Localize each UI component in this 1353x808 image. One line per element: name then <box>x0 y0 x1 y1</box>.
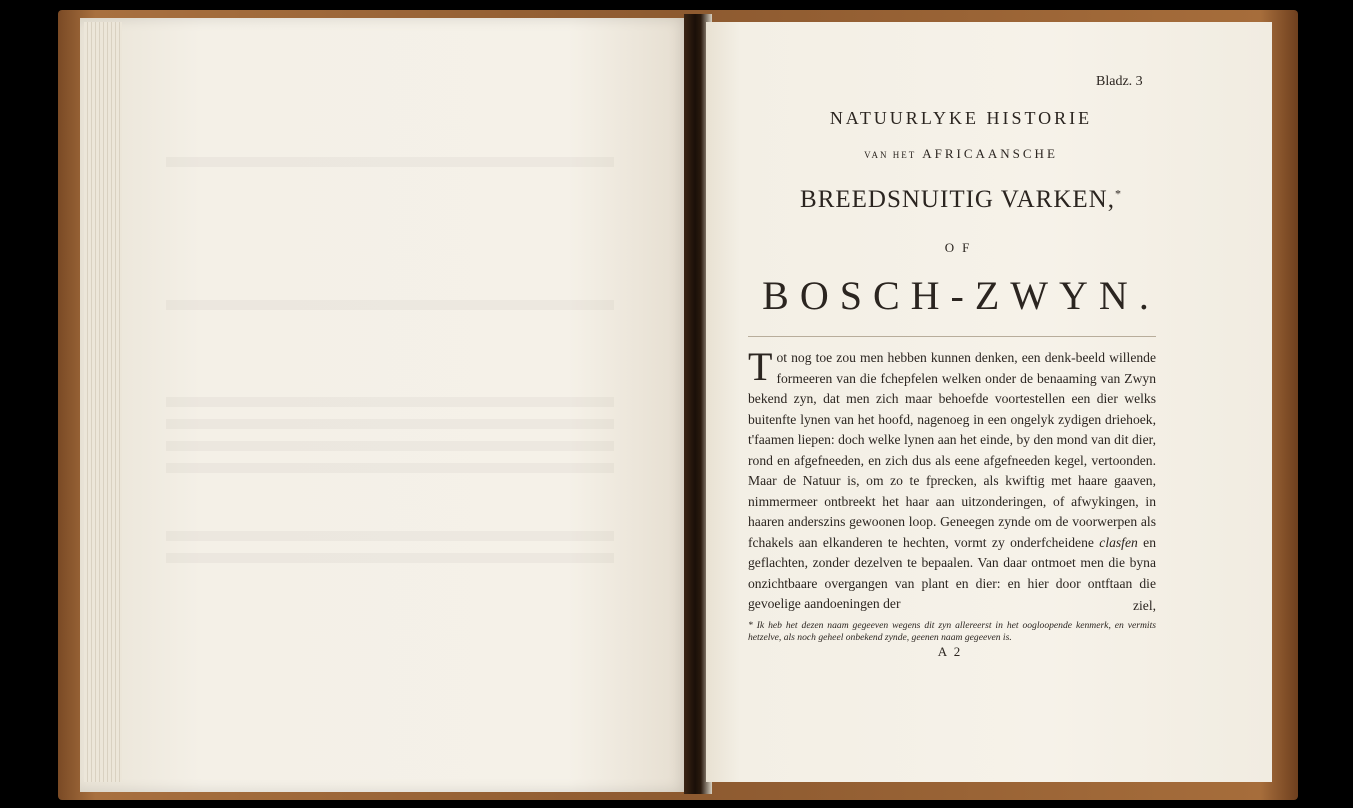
body-italic-word: clasfen <box>1099 534 1138 550</box>
catchword: ziel, <box>1132 598 1156 613</box>
title-africaansche <box>746 146 1176 162</box>
body-text-1: ot nog toe zou men hebben kunnen denken, een denk-beeld willende formeeren van die fchepfelen welken onder de benaaming van Zwyn bekend zyn, dat men zich maar behoefde voortestellen een dier welks buitenfte lynen van het hoofd, nagenoeg in een ongelyk zydigen driehoek, t'faamen liepen: doch welke lynen aan het einde, by den mond van dit dier, rond en afgefneeden, en zich dus als eene afgefneeden kegel, vertoonden. Maar de Natuur is, om zo te fprecken, als kwiftig met haare gaaven, nimmermeer ontbreekt het haar aan uitzonderingen, of afwykingen, in haaren anderszins gewoonen loop. Geneegen zynde om de voorwerpen als fchakels aan elkanderen te hechten, vormt zy onderfcheidene <box>748 350 1156 550</box>
show-through-text <box>110 70 670 575</box>
title-natuurlyke-historie: NATUURLYKE HISTORIE <box>829 108 1093 128</box>
title-of: OF <box>944 240 978 255</box>
title-breedsnuitig-varken-text: BREEDSNUITIG VARKEN, <box>800 186 1115 213</box>
title-breedsnuitig-varken <box>746 186 1176 214</box>
footnote-marker: * <box>1114 186 1122 201</box>
title-bosch-zwyn: BOSCH-ZWYN. <box>762 273 1160 318</box>
signature-mark: A 2 <box>937 644 963 659</box>
footnote: * Ik heb het dezen naam gegeeven wegens dit zyn allereerst in het oogloopende kenmerk, en vermits hetzelve, als noch geheel onbekend zynde, geenen naam gegeeven is. <box>748 620 1156 643</box>
divider <box>748 336 1156 337</box>
body-paragraph <box>748 344 1157 615</box>
body-text-2: en geflachten, zonder dezelven te bepaalen. Van daar ontmoet men die byna onzichtbaare overgangen van plant en dier: en hier door ontftaan die gevoelige aandoeningen der <box>748 534 1157 611</box>
title-van-het: VAN HET <box>864 150 917 160</box>
page-number: Bladz. 3 <box>1096 74 1143 89</box>
drop-cap: T <box>748 344 773 389</box>
title-africaansche-word: AFRICAANSCHE <box>922 146 1058 161</box>
